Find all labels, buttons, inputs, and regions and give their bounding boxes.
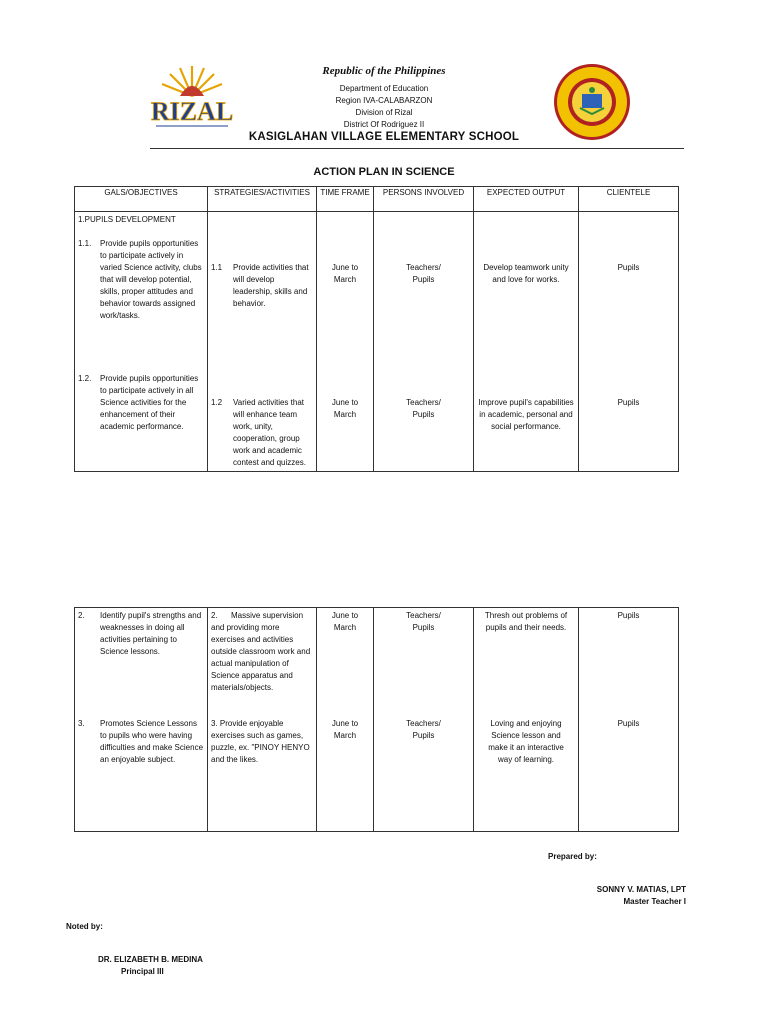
objective-text: Identify pupil's strengths and weaknesses in doing all activities pertaining to Science lessons. [100, 611, 202, 656]
table-row [75, 608, 679, 832]
objectives-cell [75, 212, 208, 472]
output-value: Develop teamwork unity and love for works. [483, 263, 569, 284]
objective-number: 1.2. [78, 374, 92, 383]
page-title: ACTION PLAN IN SCIENCE [313, 166, 455, 178]
objective-number: 2. [78, 611, 85, 620]
objective-text: Provide pupils opportunities to participate actively in varied Science activity, clubs that will develop potential, skills, proper attitudes and behavior towards assigned work/tasks. [100, 239, 202, 320]
header-clientele: CLIENTELE [579, 187, 679, 212]
objective-text: Provide pupils opportunities to participate actively in all Science activities for the enhancement of their academic performance. [100, 374, 199, 431]
time-frame-value: June to March [331, 719, 359, 740]
output-value: Thresh out problems of pupils and their needs. [484, 611, 568, 632]
header-output: EXPECTED OUTPUT [474, 187, 579, 212]
strategy-text: Varied activities that will enhance team work, unity, cooperation, group work and academic contest and quizzes. [233, 398, 306, 467]
header-objectives: GALS/OBJECTIVES [75, 187, 208, 212]
objective-item [78, 718, 204, 766]
region-line: Region IVA-CALABARZON [335, 96, 433, 105]
persons-value: Teachers/ Pupils [406, 263, 441, 284]
prepared-by-name: SONNY V. MATIAS, LPT [596, 885, 686, 894]
prepared-by-title: Master Teacher I [623, 897, 686, 906]
clientele-value: Pupils [617, 398, 640, 407]
objective-item [78, 610, 204, 718]
strategy-text: 2. Massive supervision and providing more exercises and activities outside classroom work and actual manipulation of Science apparatus and materials/objects. [211, 611, 313, 692]
school-name: KASIGLAHAN VILLAGE ELEMENTARY SCHOOL [248, 131, 520, 143]
republic-line: Republic of the Philippines [322, 65, 446, 77]
clientele-value: Pupils [617, 719, 640, 728]
output-cell [474, 608, 579, 832]
persons-cell [374, 212, 474, 472]
prepared-by-label: Prepared by: [548, 852, 597, 861]
noted-by-name: DR. ELIZABETH B. MEDINA [98, 955, 203, 964]
strategies-cell [208, 608, 317, 832]
time-frame-cell [317, 212, 374, 472]
department-line: Department of Education [339, 84, 429, 93]
header-strategies: STRATEGIES/ACTIVITIES [208, 187, 317, 212]
strategy-item [211, 397, 313, 469]
division-line: Division of Rizal [355, 108, 413, 117]
objective-number: 3. [78, 719, 85, 728]
time-frame-value: June to March [331, 263, 359, 284]
objective-item [78, 373, 204, 433]
persons-value: Teachers/ Pupils [406, 611, 441, 632]
objective-item [78, 238, 204, 373]
time-frame-cell [317, 608, 374, 832]
clientele-cell [579, 212, 679, 472]
noted-by-title: Principal III [121, 967, 164, 976]
objective-text: Promotes Science Lessons to pupils who were having difficulties and make Science an enjoyable subject. [100, 719, 204, 764]
clientele-value: Pupils [617, 611, 640, 620]
persons-value: Teachers/ Pupils [406, 398, 441, 419]
persons-value: Teachers/ Pupils [406, 719, 441, 740]
clientele-value: Pupils [617, 263, 640, 272]
strategies-cell [208, 212, 317, 472]
objective-number: 1.1. [78, 239, 92, 248]
action-plan-table-1 [74, 186, 679, 472]
output-value: Loving and enjoying Science lesson and make it an interactive way of learning. [488, 719, 564, 764]
strategy-text: 3. Provide enjoyable exercises such as games, puzzle, ex. "PINOY HENYO and the likes. [211, 719, 310, 764]
strategy-item [211, 262, 313, 397]
section-label: 1.PUPILS DEVELOPMENT [78, 215, 176, 224]
district-line: District Of Rodriguez II [343, 120, 425, 129]
svg-text:RIZAL: RIZAL [150, 97, 234, 126]
persons-cell [374, 608, 474, 832]
header-persons: PERSONS INVOLVED [374, 187, 474, 212]
noted-by-label: Noted by: [66, 922, 103, 931]
strategy-number: 1.1 [211, 263, 223, 272]
table-row [75, 212, 679, 472]
table-header-row [75, 187, 679, 212]
time-frame-value: June to March [331, 398, 359, 419]
output-value: Improve pupil's capabilities in academic, personal and social performance. [478, 398, 574, 431]
header-time-frame: TIME FRAME [317, 187, 374, 212]
header-divider [150, 148, 684, 149]
clientele-cell [579, 608, 679, 832]
strategy-text: Provide activities that will develop leadership, skills and behavior. [233, 263, 309, 308]
strategy-number: 1.2 [211, 398, 223, 407]
output-cell [474, 212, 579, 472]
time-frame-value: June to March [331, 611, 359, 632]
action-plan-table-2 [74, 607, 679, 832]
objectives-cell [75, 608, 208, 832]
